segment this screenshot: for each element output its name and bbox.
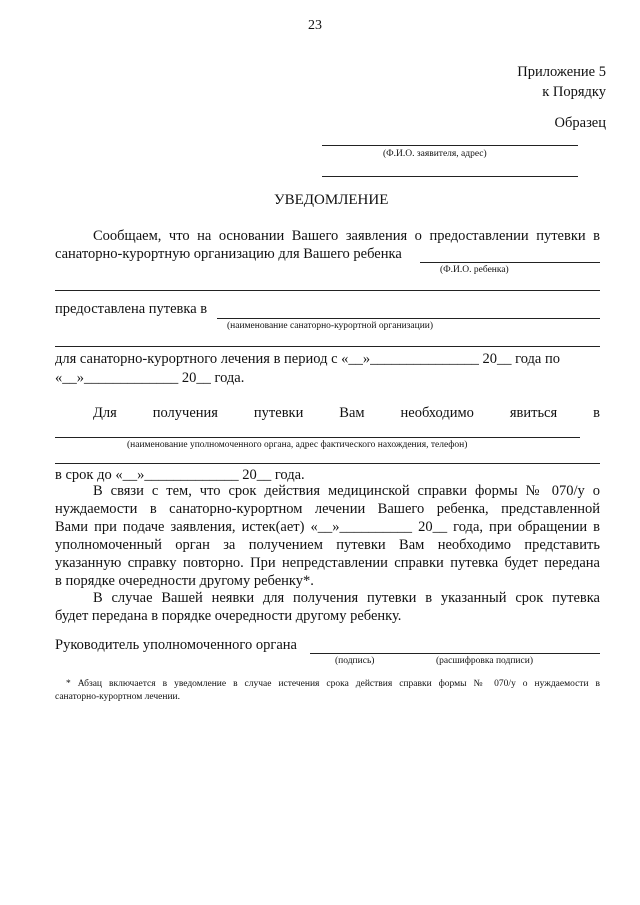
period-line-1: для санаторно-курортного лечения в период с «__»_______________ 20__ года по — [55, 351, 561, 367]
applicant-address-line — [322, 176, 578, 177]
appear-word: в — [593, 405, 600, 421]
page-number: 23 — [308, 18, 322, 33]
appear-word: явиться — [509, 405, 558, 421]
appear-word: получения — [152, 405, 218, 421]
applicant-line — [322, 145, 578, 146]
paragraph-2-line-6: в порядке очередности другому ребенку*. — [55, 573, 314, 589]
paragraph-1-line-1: Сообщаем, что на основании Вашего заявления о предоставлении путевки в — [93, 228, 600, 244]
paragraph-2-line-2: нуждаемости в санаторно-курортном лечении Вашего ребенка, представленной — [55, 501, 600, 517]
paragraph-2-line-4: уполномоченный орган за получением путевки Вам необходимо представить — [55, 537, 600, 553]
paragraph-3-line-2: будет передана в порядке очередности другому ребенку. — [55, 608, 402, 624]
authority-line-2 — [55, 463, 600, 464]
sample-label: Образец — [554, 115, 606, 131]
applicant-caption: (Ф.И.О. заявителя, адрес) — [383, 149, 487, 159]
appear-word: Вам — [339, 405, 365, 421]
appear-word: путевки — [253, 405, 304, 421]
signature-label: Руководитель уполномоченного органа — [55, 637, 297, 653]
paragraph-2-line-5: указанную справку повторно. При непредставлении справки путевка будет передана — [55, 555, 600, 571]
organization-caption: (наименование санаторно-курортной организации) — [227, 321, 434, 331]
document-title: УВЕДОМЛЕНИЕ — [274, 192, 389, 208]
paragraph-2-line-1: В связи с тем, что срок действия медицинской справки формы № 070/у о — [93, 483, 600, 499]
organization-line — [217, 318, 600, 319]
authority-caption: (наименование уполномоченного органа, адрес фактического нахождения, телефон) — [127, 440, 468, 450]
signature-line — [310, 653, 600, 654]
signature-caption: (подпись) — [335, 656, 375, 666]
deadline-line: в срок до «__»_____________ 20__ года. — [55, 467, 305, 483]
appendix-label: Приложение 5 — [517, 64, 606, 80]
organization-line-2 — [55, 346, 600, 347]
child-name-line — [420, 262, 600, 263]
footnote-line-1: * Абзац включается в уведомление в случае истечения срока действия справки формы № 070/у о нуждаемости в — [66, 679, 600, 689]
paragraph-2-line-3: Вами при подаче заявления, истек(ает) «__»__________ 20__ года, при обращении в — [55, 519, 600, 535]
order-label: к Порядку — [542, 84, 606, 100]
appear-word: необходимо — [400, 405, 474, 421]
child-name-line-2 — [55, 290, 600, 291]
paragraph-1-line-2: санаторно-курортную организацию для Вашего ребенка — [55, 246, 402, 262]
granted-label: предоставлена путевка в — [55, 301, 208, 317]
authority-line — [55, 437, 580, 438]
appear-line — [93, 405, 600, 422]
footnote-line-2: санаторно-курортном лечении. — [55, 692, 181, 702]
paragraph-3-line-1: В случае Вашей неявки для получения путевки в указанный срок путевка — [93, 590, 600, 606]
period-line-2: «__»_____________ 20__ года. — [55, 370, 245, 386]
signature-decode-caption: (расшифровка подписи) — [436, 656, 533, 666]
child-caption: (Ф.И.О. ребенка) — [440, 265, 509, 275]
appear-word: Для — [93, 405, 117, 421]
